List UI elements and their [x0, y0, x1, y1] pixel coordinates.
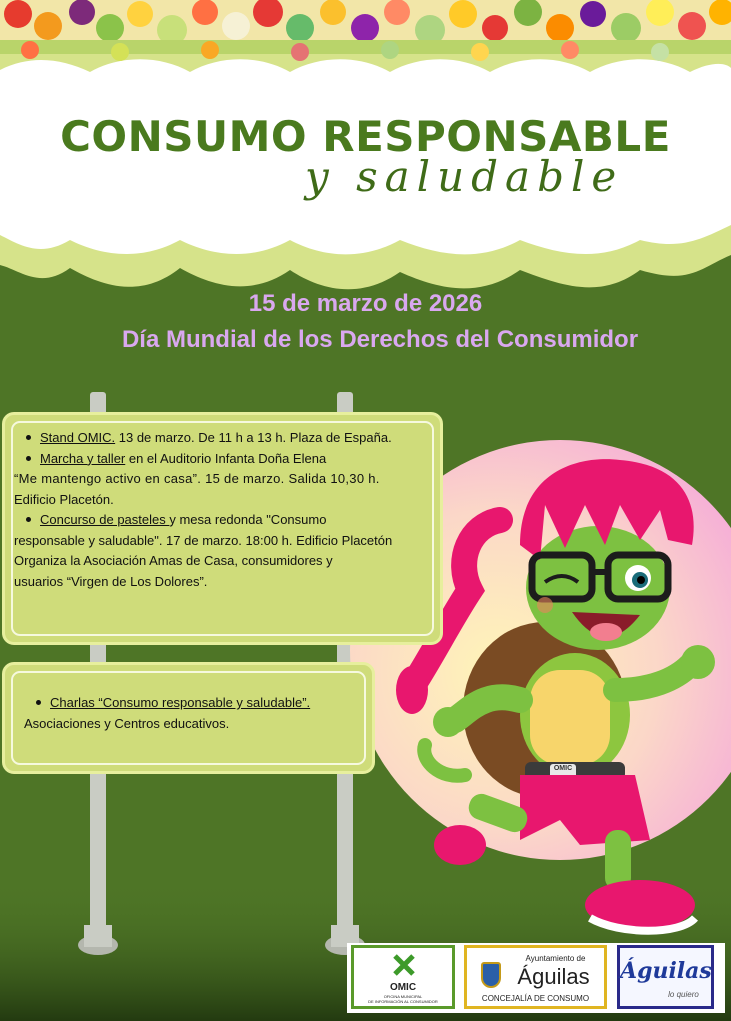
talks-list: Charlas “Consumo responsable y saludable”. Asociaciones y Centros educativos.: [24, 695, 311, 731]
event-day-name: Día Mundial de los Derechos del Consumidor: [121, 326, 639, 353]
ayto-name: Águilas: [517, 964, 590, 989]
list-item: Stand OMIC. 13 de marzo. De 11 h a 13 h. Plaza de España.: [14, 428, 392, 449]
march-workshop-link[interactable]: Marcha y taller: [40, 450, 126, 466]
list-item: [24, 693, 310, 714]
aguilas-logo-text: Águilas: [620, 958, 712, 984]
talks-link[interactable]: Charlas “Consumo responsable y saludable”.: [50, 695, 311, 710]
activities-list: Stand OMIC. 13 de marzo. De 11 h a 13 h. Plaza de España. Marcha y taller en el Auditorio Infanta Doña Elena “Me mantengo activo en casa”. 15 de marzo. Salida 10,30 h. Edificio Placetón. Concurso de pasteles y mesa redonda "Consumo responsable y saludable". 17 de marzo. 18:00 h. Edificio Placetón Organiza la Asociación Amas de Casa, consumidores y usuarios “Virgen de Los Dolores”.: [14, 430, 393, 589]
stand-omic-link[interactable]: Stand OMIC.: [40, 430, 116, 445]
pastry-contest-link[interactable]: Concurso de pasteles: [40, 512, 170, 527]
omic-x-icon: [392, 953, 416, 977]
aguilas-brand-logo: Águilas lo quiero: [617, 945, 714, 1009]
poster-title: CONSUMO RESPONSABLE: [60, 112, 671, 161]
omic-name: OMIC: [389, 982, 417, 993]
fruit-border: [0, 0, 731, 61]
list-item: Concurso de pasteles y mesa redonda "Consumo: [14, 510, 392, 531]
ayuntamiento-logo: Ayuntamiento de Águilas CONCEJALÍA DE CONSUMO: [464, 945, 607, 1009]
poster-subtitle: y saludable: [305, 152, 624, 201]
sponsor-logos: [347, 943, 725, 1013]
belt-label: OMIC: [553, 765, 573, 772]
event-date: 15 de marzo de 2026: [248, 290, 483, 317]
list-item: Marcha y taller en el Auditorio Infanta Doña Elena: [14, 449, 392, 470]
omic-logo: OMIC OFICINA MUNICIPAL DE INFORMACIÓN AL CONSUMIDOR: [351, 945, 455, 1009]
